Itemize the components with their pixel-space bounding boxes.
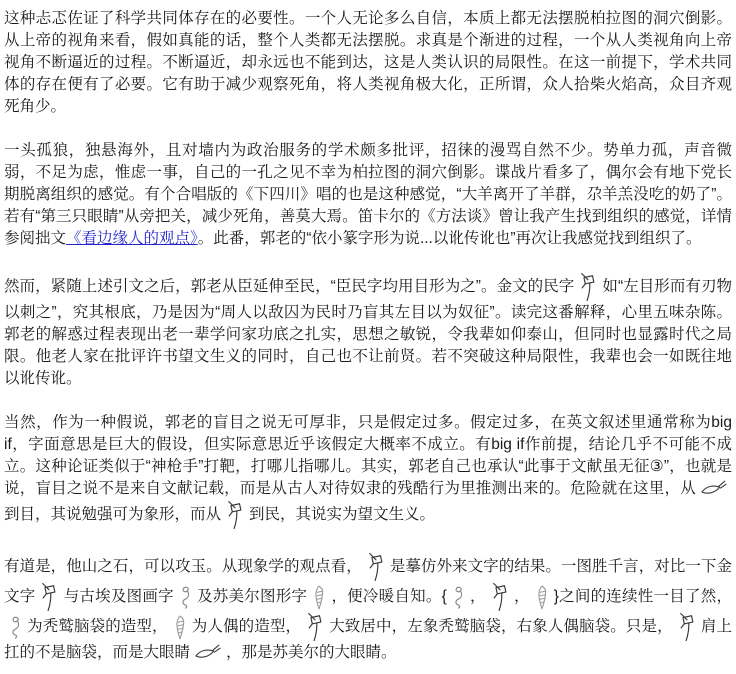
text-run: 到民，其说实为望文生义。	[249, 506, 436, 524]
text-run: 及苏美尔图形字	[196, 588, 308, 606]
text-run: ，	[469, 588, 486, 606]
min-bronze-glyph	[491, 582, 509, 612]
text-run: 有道是，他山之石，可以攻玉。从现象学的观点看，	[4, 558, 362, 576]
sumerian-figure-glyph	[535, 584, 549, 611]
eye-pictograph-glyph	[195, 643, 221, 662]
text-run: 为人偶的造型，	[191, 618, 302, 636]
min-bronze-glyph	[678, 612, 696, 642]
paragraph	[4, 8, 732, 118]
text-run: 大致居中，左象秃鹫脑袋，右象人偶脑袋。只是，	[329, 618, 673, 636]
min-bronze-glyph	[367, 552, 385, 582]
min-bronze-glyph	[226, 500, 244, 530]
sumerian-figure-glyph	[312, 584, 326, 611]
text-run: ，	[513, 588, 530, 606]
paragraph	[4, 140, 732, 250]
paragraph	[4, 412, 732, 530]
paragraph	[4, 552, 732, 664]
text-run: 肩上扛的不是脑袋，而是大眼睛	[4, 618, 732, 661]
text-run: 。此番，郭老的“依小篆字形为说...以讹传讹也”再次让我感觉找到组织了。	[197, 230, 702, 247]
eye-pictograph-glyph	[701, 479, 727, 498]
text-run: }之间的连续性一目了然，	[553, 588, 732, 606]
inline-link[interactable]: 《看边缘人的观点》	[66, 230, 198, 247]
text-run: 到目，其说勉强可为象形，而从	[4, 506, 222, 524]
min-bronze-glyph	[40, 582, 58, 612]
sumerian-figure-glyph	[173, 614, 187, 641]
min-bronze-glyph	[306, 612, 324, 642]
text-run: 是摹仿外来文字的结果。一图胜千言，对比一下金文字	[4, 558, 732, 606]
egyptian-vulture-glyph	[9, 615, 22, 639]
text-run: 一头孤狼，独悬海外，且对墙内为政治服务的学术颇多批评，招徕的漫骂自然不少。势单力孤，声音微弱，不足为虑，惟虑一事，自己的一孔之见不幸为柏拉图的洞穴倒影。谍战片看多了，偶尔会有地下党长期脱离组织的感觉。有个合唱版的《下四川》唱的也是这种感觉，“大羊离开了羊群，尕羊羔没吃的奶了”。若有“第三只眼睛”从旁把关，减少死角，善莫大焉。笛卡尔的《方法谈》曾让我产生找到组织的感觉，详情参阅拙文	[4, 142, 732, 247]
text-run: 与古埃及图画字	[63, 588, 174, 606]
text-run: ，便冷暖自知。{	[331, 588, 447, 606]
text-run: ，那是苏美尔的大眼睛。	[226, 644, 397, 661]
text-run: 为秃鹫脑袋的造型，	[27, 618, 168, 636]
text-run: 然而，紧随上述引文之后，郭老从臣延伸至民，“臣民字均用目形为之”。金文的民字	[4, 278, 575, 296]
min-bronze-glyph	[579, 272, 597, 302]
text-run: 当然，作为一种假说，郭老的盲目之说无可厚非，只是假定过多。假定过多，在英文叙述里通常称为big if，字面意思是巨大的假设，但实际意思近乎该假定大概率不成立。有big if作前提，结论几乎不可能不成立。这种论证类似于“神枪手”打靶，打哪儿指哪儿。其实，郭老自己也承认“此事于文献虽无征③”，也就是说，盲目之说不是来自文献记载，而是从古人对待奴隶的残酷行为里推测出来的。危险就在这里，从	[4, 414, 732, 497]
paragraph	[4, 272, 732, 390]
text-run: 这种忐忑佐证了科学共同体存在的必要性。一个人无论多么自信，本质上都无法摆脱柏拉图的洞穴倒影。从上帝的视角来看，假如真能的话，整个人类都无法摆脱。求真是个渐进的过程，一个从人类视角向上帝视角不断逼近的过程。不断逼近，却永远也不能到达，这是人类认识的局限性。在这一前提下，学术共同体的存在便有了必要。它有助于减少观察死角，将人类视角极大化，正所谓，众人拾柴火焰高，众目齐观死角少。	[4, 10, 732, 115]
egyptian-vulture-glyph	[452, 585, 465, 609]
text-run: 如“左目形而有刃物以刺之”，究其根底，乃是因为“周人以敌囚为民时乃盲其左目以为奴征”。读完这番解释，心里五味杂陈。郭老的解惑过程表现出老一辈学问家功底之扎实，思想之敏锐，令我辈如仰泰山，但同时也显露时代之局限。他老人家在批评许书望文生义的同时，自己也不让前贤。若不突破这种局限性，我辈也会一如既往地以讹传讹。	[4, 278, 733, 387]
egyptian-vulture-glyph	[179, 585, 192, 609]
